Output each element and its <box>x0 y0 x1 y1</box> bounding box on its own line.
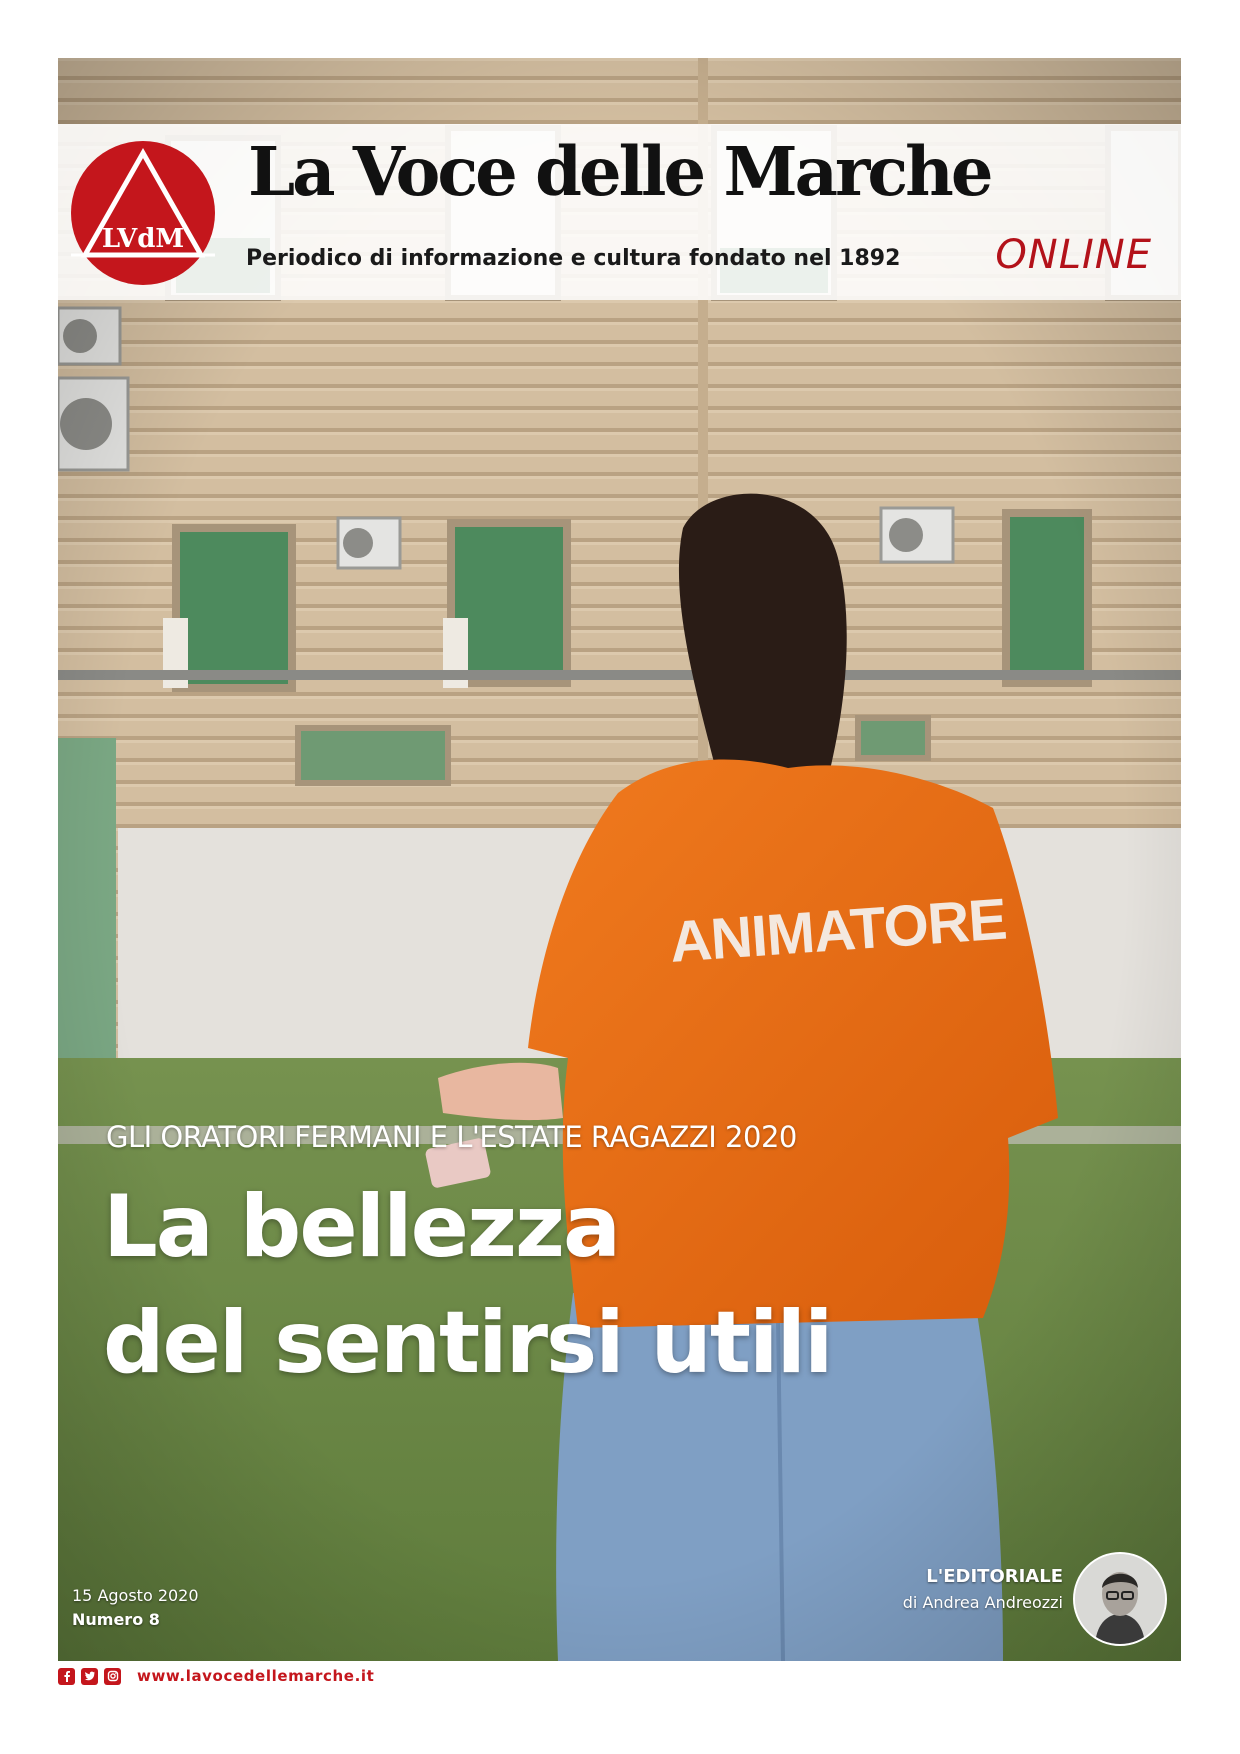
editorial-label: L'EDITORIALE <box>926 1566 1063 1587</box>
editor-portrait-image <box>1075 1554 1165 1644</box>
cover-photo <box>58 58 1181 1661</box>
cover-headline <box>103 1169 831 1401</box>
masthead <box>58 124 1181 300</box>
issue-date: 15 Agosto 2020 <box>72 1586 199 1605</box>
website-link[interactable]: www.lavocedellemarche.it <box>137 1667 375 1685</box>
editorial-author: di Andrea Andreozzi <box>902 1593 1063 1612</box>
publication-tagline: Periodico di informazione e cultura fondato nel 1892 <box>246 246 901 271</box>
logo-text: LVdM <box>101 224 185 254</box>
edition-label: ONLINE <box>995 232 1152 278</box>
footer <box>58 1664 374 1688</box>
publication-title: La Voce delle Marche <box>248 132 991 211</box>
twitter-icon[interactable] <box>81 1668 98 1685</box>
headline-line-2: del sentirsi utili <box>103 1293 832 1393</box>
editor-avatar[interactable] <box>1073 1552 1167 1646</box>
headline-line-1: La bellezza <box>103 1177 620 1277</box>
instagram-icon[interactable] <box>104 1668 121 1685</box>
lvdm-logo[interactable] <box>69 139 217 287</box>
facebook-icon[interactable] <box>58 1668 75 1685</box>
issue-number: Numero 8 <box>72 1610 160 1629</box>
editorial-teaser[interactable] <box>903 1566 1063 1612</box>
headline-kicker: GLI ORATORI FERMANI E L'ESTATE RAGAZZI 2020 <box>106 1120 797 1154</box>
